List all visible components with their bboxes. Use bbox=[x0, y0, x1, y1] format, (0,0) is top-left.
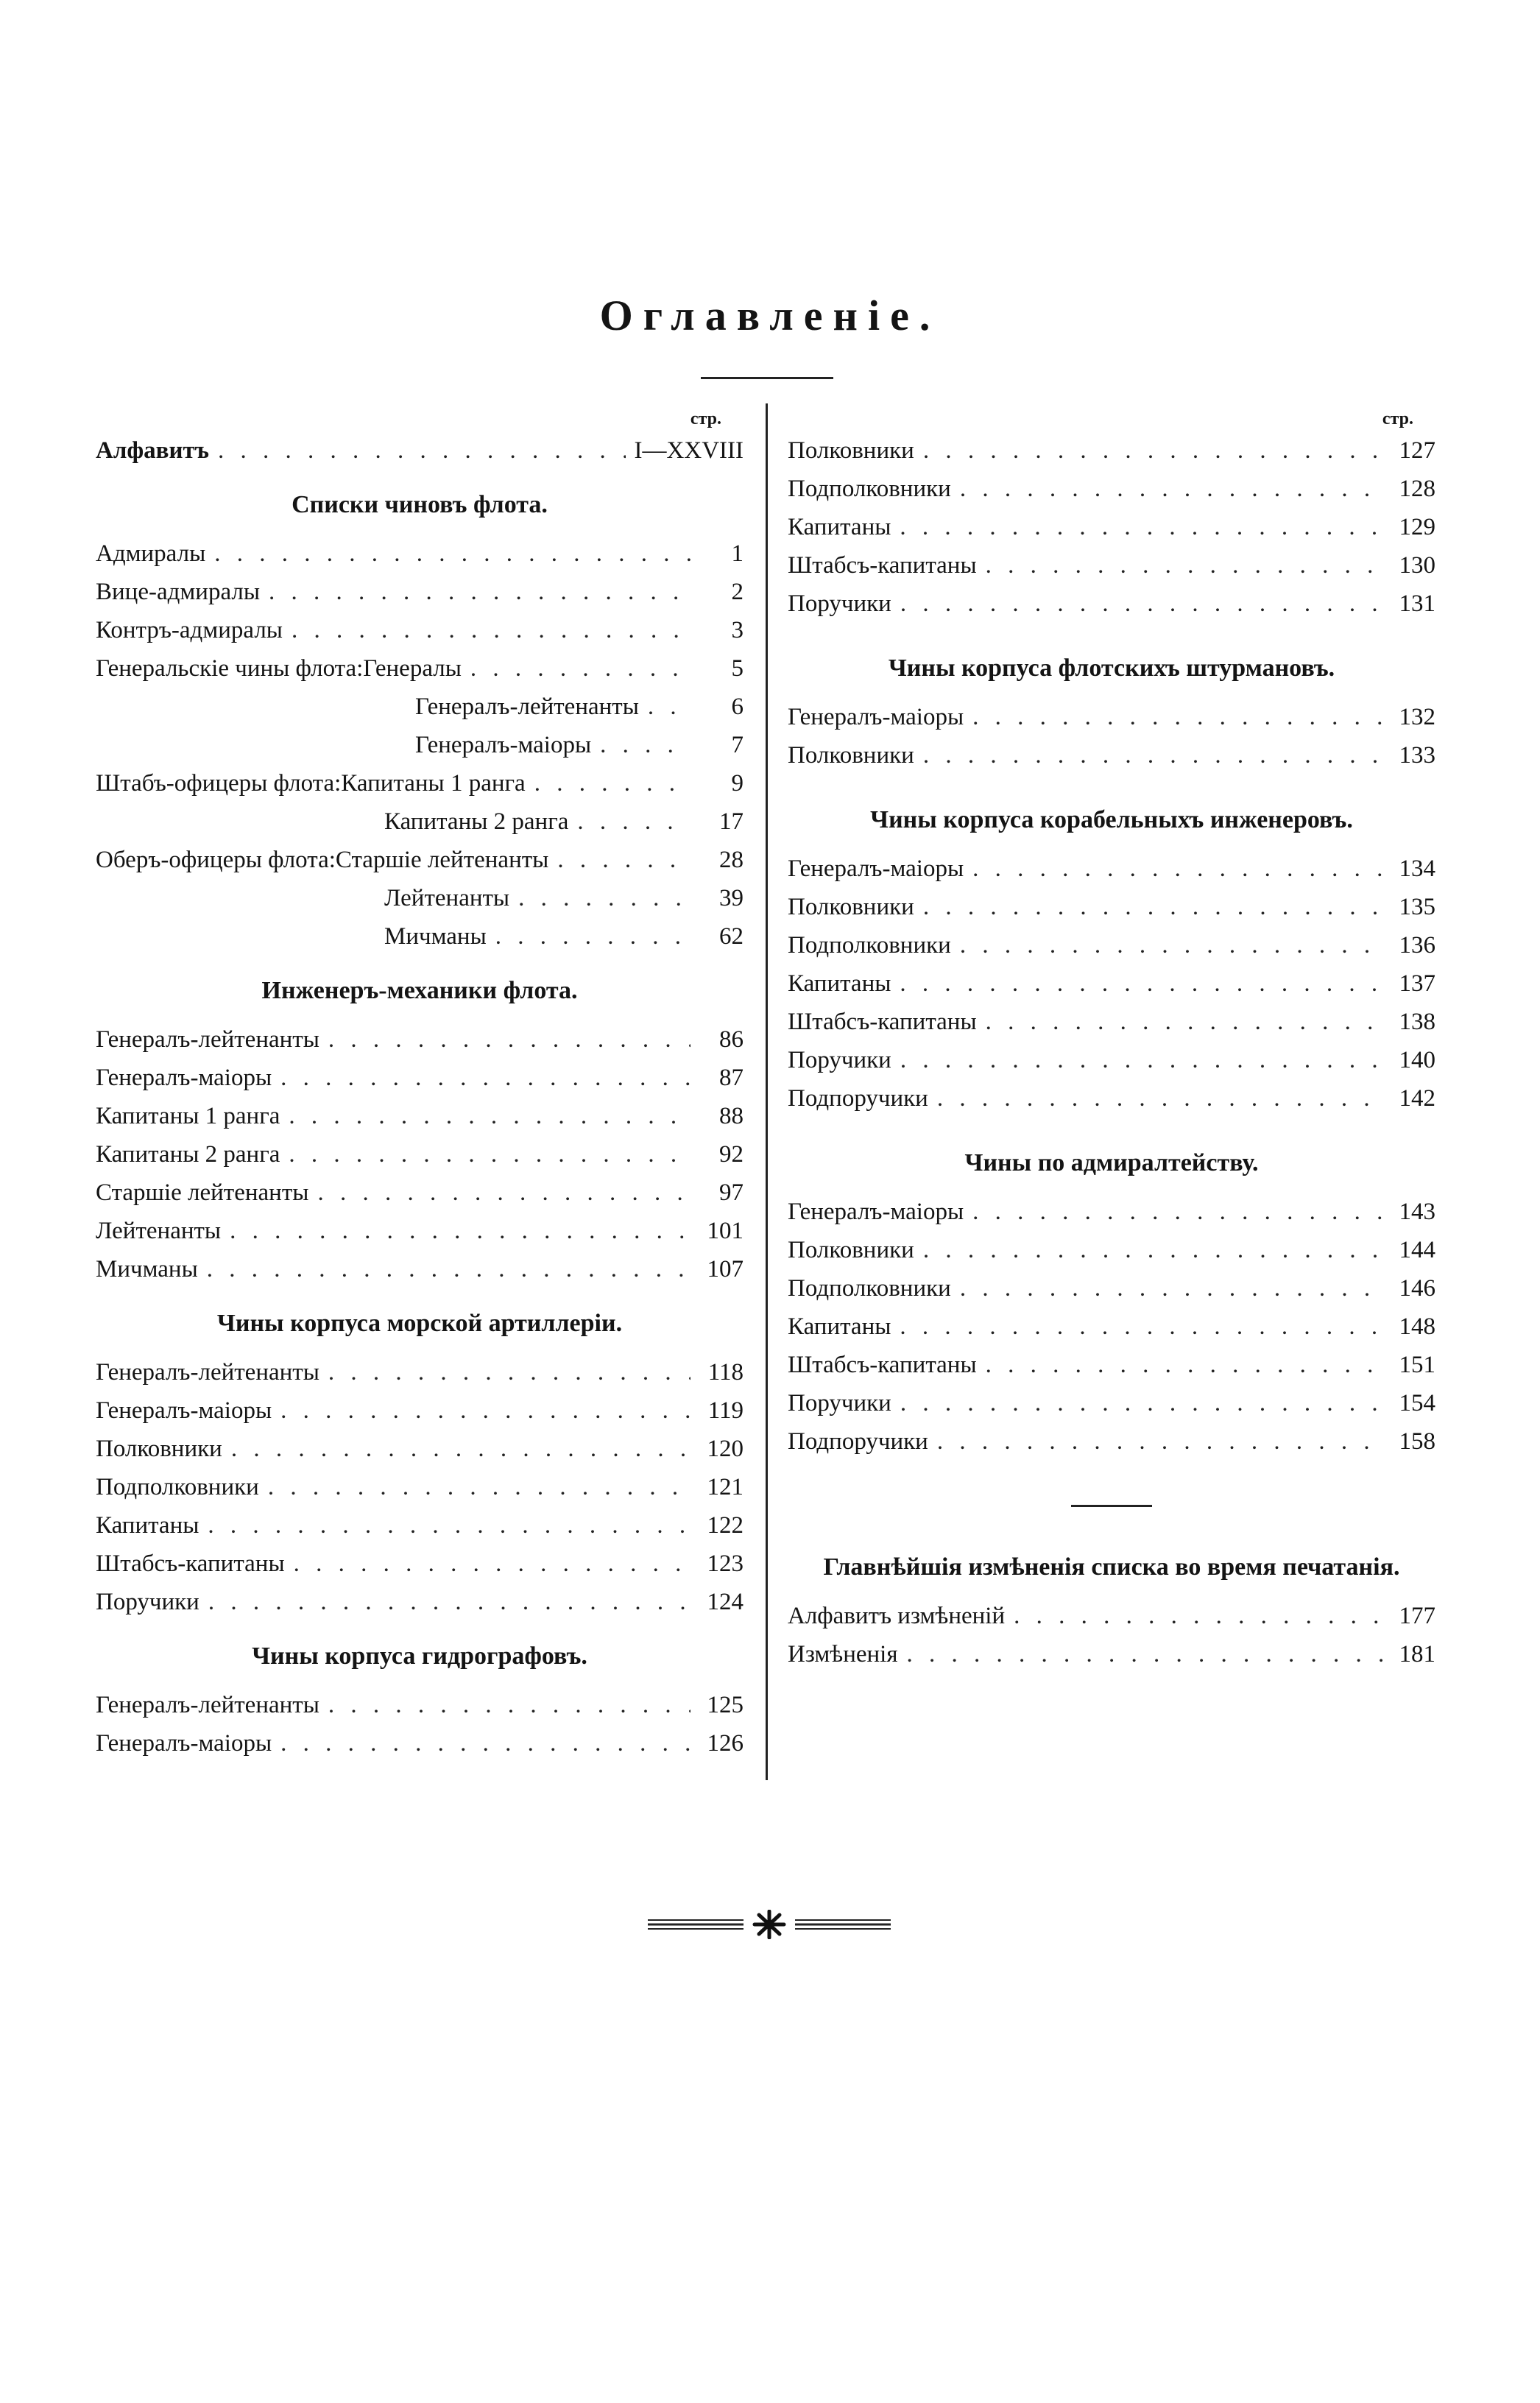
entry-label: Капитаны 1 ранга bbox=[96, 1103, 280, 1129]
leader-dots bbox=[937, 1079, 1382, 1118]
entry-label: Генералъ-маіоры bbox=[96, 1397, 272, 1424]
entry-label: Поручики bbox=[788, 1390, 891, 1416]
leader-dots bbox=[972, 698, 1382, 736]
entry-page: 124 bbox=[707, 1589, 743, 1615]
toc-row[interactable] bbox=[788, 585, 1435, 623]
entry-page: 118 bbox=[707, 1359, 743, 1386]
leader-dots bbox=[923, 888, 1382, 926]
entry-page: 17 bbox=[719, 808, 743, 835]
leader-dots bbox=[317, 1174, 690, 1212]
left-column bbox=[96, 406, 743, 1762]
entry-label: Генералы bbox=[363, 655, 462, 682]
entry-label: Лейтенанты bbox=[384, 885, 510, 911]
leader-dots bbox=[907, 1635, 1382, 1673]
entry-label: Адмиралы bbox=[96, 540, 206, 567]
entry-page: 127 bbox=[1399, 437, 1435, 464]
entry-label: Поручики bbox=[96, 1589, 199, 1615]
entry-page: 154 bbox=[1399, 1390, 1435, 1416]
leader-dots bbox=[600, 726, 690, 764]
page-column-label: стр. bbox=[1382, 409, 1413, 428]
section-heading: Списки чиновъ флота. bbox=[292, 491, 548, 518]
toc-row[interactable] bbox=[96, 1250, 743, 1288]
leader-dots bbox=[900, 1308, 1382, 1346]
entry-page: 138 bbox=[1399, 1009, 1435, 1035]
toc-row[interactable] bbox=[96, 1059, 743, 1097]
leader-dots bbox=[470, 649, 690, 688]
toc-row[interactable] bbox=[788, 1597, 1435, 1635]
entry-page: 39 bbox=[719, 885, 743, 911]
entry-page: 136 bbox=[1399, 932, 1435, 959]
leader-dots bbox=[960, 1269, 1382, 1308]
entry-prefix: Оберъ-офицеры флота: bbox=[96, 847, 336, 873]
entry-label: Контръ-адмиралы bbox=[96, 617, 283, 643]
entry-label: Поручики bbox=[788, 1047, 891, 1073]
toc-row[interactable] bbox=[788, 431, 1435, 470]
toc-row[interactable] bbox=[96, 1686, 743, 1724]
toc-row[interactable] bbox=[96, 1724, 743, 1762]
entry-prefix: Штабъ-офицеры флота: bbox=[96, 770, 342, 797]
entry-page: 135 bbox=[1399, 894, 1435, 920]
entry-label: Штабсъ-капитаны bbox=[788, 552, 977, 579]
leader-dots bbox=[289, 1097, 690, 1135]
toc-row[interactable] bbox=[788, 1041, 1435, 1079]
leader-dots bbox=[900, 508, 1382, 546]
toc-row[interactable] bbox=[788, 470, 1435, 508]
toc-row[interactable] bbox=[96, 1391, 743, 1430]
entry-page: 137 bbox=[1399, 970, 1435, 997]
entry-label: Вице-адмиралы bbox=[96, 579, 261, 605]
toc-row[interactable] bbox=[788, 1003, 1435, 1041]
entry-label: Лейтенанты bbox=[96, 1218, 222, 1244]
column-divider bbox=[766, 403, 768, 1780]
section-heading: Инженеръ-механики флота. bbox=[261, 977, 578, 1004]
entry-page: 131 bbox=[1399, 590, 1435, 617]
toc-row[interactable] bbox=[96, 802, 743, 841]
entry-label: Полковники bbox=[788, 437, 914, 464]
entry-page: 130 bbox=[1399, 552, 1435, 579]
entry-label: Капитаны bbox=[788, 1313, 891, 1340]
toc-row[interactable] bbox=[96, 649, 743, 688]
entry-page: 92 bbox=[719, 1141, 743, 1168]
entry-page: 133 bbox=[1399, 742, 1435, 769]
toc-row[interactable] bbox=[788, 1635, 1435, 1673]
entry-label: Генералъ-маіоры bbox=[788, 1199, 964, 1225]
leader-dots bbox=[214, 534, 690, 573]
leader-dots bbox=[280, 1059, 690, 1097]
leader-dots bbox=[960, 926, 1382, 964]
entry-page: 132 bbox=[1399, 704, 1435, 730]
entry-page: 2 bbox=[731, 579, 743, 605]
entry-page: 148 bbox=[1399, 1313, 1435, 1340]
toc-row[interactable] bbox=[96, 1020, 743, 1059]
toc-row-alphabet[interactable] bbox=[96, 431, 743, 470]
toc-row[interactable] bbox=[788, 1422, 1435, 1461]
toc-row[interactable] bbox=[788, 1231, 1435, 1269]
section-heading: Чины корпуса гидрографовъ. bbox=[252, 1642, 587, 1670]
entry-page: 142 bbox=[1399, 1085, 1435, 1112]
entry-label: Капитаны 1 ранга bbox=[341, 770, 526, 797]
toc-row[interactable] bbox=[96, 611, 743, 649]
toc-row[interactable] bbox=[788, 736, 1435, 774]
leader-dots bbox=[577, 802, 690, 841]
page-column-label: стр. bbox=[690, 409, 721, 428]
entry-label: Генералъ-лейтенанты bbox=[96, 1692, 319, 1718]
toc-row[interactable] bbox=[788, 508, 1435, 546]
section-heading: Чины корпуса корабельныхъ инженеровъ. bbox=[870, 806, 1353, 833]
toc-row[interactable] bbox=[788, 1079, 1435, 1118]
toc-row[interactable] bbox=[96, 764, 743, 802]
leader-dots bbox=[972, 850, 1382, 888]
entry-label: Подполковники bbox=[788, 932, 951, 959]
leader-dots bbox=[1014, 1597, 1382, 1635]
entry-label: Генералъ-лейтенанты bbox=[96, 1026, 319, 1053]
right-column bbox=[788, 406, 1435, 1673]
entry-label: Подполковники bbox=[788, 476, 951, 502]
toc-row[interactable] bbox=[96, 879, 743, 917]
toc-row[interactable] bbox=[788, 1384, 1435, 1422]
leader-dots bbox=[960, 470, 1382, 508]
title-rule bbox=[701, 377, 833, 379]
entry-label: Капитаны bbox=[788, 970, 891, 997]
entry-label: Генералъ-маіоры bbox=[96, 1065, 272, 1091]
leader-dots bbox=[328, 1020, 690, 1059]
leader-dots bbox=[292, 611, 690, 649]
entry-page: 28 bbox=[719, 847, 743, 873]
entry-page: 7 bbox=[731, 732, 743, 758]
toc-row[interactable] bbox=[96, 1430, 743, 1468]
leader-dots bbox=[972, 1193, 1382, 1231]
leader-dots bbox=[269, 573, 690, 611]
leader-dots bbox=[518, 879, 690, 917]
section-rule bbox=[1071, 1505, 1152, 1507]
entry-label: Капитаны bbox=[788, 514, 891, 540]
toc-row[interactable] bbox=[788, 546, 1435, 585]
leader-dots bbox=[218, 431, 626, 470]
leader-dots bbox=[280, 1724, 690, 1762]
entry-page: 146 bbox=[1399, 1275, 1435, 1302]
leader-dots bbox=[900, 1041, 1382, 1079]
entry-label: Генералъ-маіоры bbox=[415, 732, 592, 758]
leader-dots bbox=[986, 1346, 1382, 1384]
entry-label: Полковники bbox=[788, 1237, 914, 1263]
toc-row[interactable] bbox=[96, 688, 743, 726]
leader-dots bbox=[495, 917, 690, 956]
entry-label: Генералъ-лейтенанты bbox=[415, 694, 639, 720]
entry-page: 134 bbox=[1399, 855, 1435, 882]
leader-dots bbox=[900, 585, 1382, 623]
entry-page: 88 bbox=[719, 1103, 743, 1129]
section-heading: Чины корпуса флотскихъ штурмановъ. bbox=[888, 654, 1335, 682]
entry-page: 177 bbox=[1399, 1603, 1435, 1629]
toc-row[interactable] bbox=[96, 1583, 743, 1621]
leader-dots bbox=[289, 1135, 690, 1174]
entry-page: 129 bbox=[1399, 514, 1435, 540]
entry-page: 87 bbox=[719, 1065, 743, 1091]
leader-dots bbox=[900, 964, 1382, 1003]
entry-page: 3 bbox=[731, 617, 743, 643]
entry-page: 9 bbox=[731, 770, 743, 797]
toc-row[interactable] bbox=[96, 534, 743, 573]
entry-label: Алфавитъ bbox=[96, 437, 209, 464]
toc-row[interactable] bbox=[788, 850, 1435, 888]
ornament-icon bbox=[648, 1910, 891, 1939]
leader-dots bbox=[923, 736, 1382, 774]
entry-label: Штабсъ-капитаны bbox=[96, 1550, 285, 1577]
entry-page: 101 bbox=[707, 1218, 743, 1244]
leader-dots bbox=[280, 1391, 690, 1430]
entry-prefix: Генеральскіе чины флота: bbox=[96, 655, 364, 682]
leader-dots bbox=[208, 1506, 690, 1545]
entry-label: Измѣненія bbox=[788, 1641, 898, 1668]
entry-page: 181 bbox=[1399, 1641, 1435, 1668]
entry-label: Старшіе лейтенанты bbox=[96, 1179, 309, 1206]
entry-label: Генералъ-маіоры bbox=[96, 1730, 272, 1757]
entry-label: Генералъ-лейтенанты bbox=[96, 1359, 319, 1386]
leader-dots bbox=[268, 1468, 690, 1506]
leader-dots bbox=[534, 764, 690, 802]
entry-label: Капитаны 2 ранга bbox=[384, 808, 569, 835]
entry-page: 125 bbox=[707, 1692, 743, 1718]
leader-dots bbox=[923, 431, 1382, 470]
leader-dots bbox=[923, 1231, 1382, 1269]
entry-label: Штабсъ-капитаны bbox=[788, 1352, 977, 1378]
leader-dots bbox=[294, 1545, 690, 1583]
section-heading: Чины по адмиралтейству. bbox=[964, 1149, 1259, 1176]
entry-page: 140 bbox=[1399, 1047, 1435, 1073]
leader-dots bbox=[208, 1583, 690, 1621]
entry-label: Капитаны bbox=[96, 1512, 199, 1539]
toc-row[interactable] bbox=[96, 726, 743, 764]
entry-page: I—XXVIII bbox=[634, 437, 743, 464]
toc-row[interactable] bbox=[788, 1308, 1435, 1346]
entry-label: Мичманы bbox=[96, 1256, 198, 1282]
entry-page: 126 bbox=[707, 1730, 743, 1757]
section-heading: Чины корпуса морской артиллеріи. bbox=[216, 1310, 623, 1337]
entry-page: 120 bbox=[707, 1436, 743, 1462]
entry-label: Генералъ-маіоры bbox=[788, 855, 964, 882]
entry-label: Подпоручики bbox=[788, 1428, 928, 1455]
entry-label: Подполковники bbox=[788, 1275, 951, 1302]
entry-label: Генералъ-маіоры bbox=[788, 704, 964, 730]
leader-dots bbox=[986, 1003, 1382, 1041]
changes-heading: Главнѣйшія измѣненія списка во время печатанія. bbox=[823, 1553, 1400, 1581]
toc-row[interactable] bbox=[96, 1135, 743, 1174]
entry-page: 62 bbox=[719, 923, 743, 950]
entry-page: 122 bbox=[707, 1512, 743, 1539]
leader-dots bbox=[648, 688, 690, 726]
entry-page: 144 bbox=[1399, 1237, 1435, 1263]
entry-page: 97 bbox=[719, 1179, 743, 1206]
toc-row[interactable] bbox=[96, 1097, 743, 1135]
toc-row[interactable] bbox=[788, 926, 1435, 964]
entry-page: 123 bbox=[707, 1550, 743, 1577]
toc-row[interactable] bbox=[96, 1212, 743, 1250]
entry-page: 5 bbox=[731, 655, 743, 682]
toc-row[interactable] bbox=[788, 1193, 1435, 1231]
entry-label: Полковники bbox=[788, 742, 914, 769]
toc-row[interactable] bbox=[788, 1346, 1435, 1384]
toc-row[interactable] bbox=[788, 964, 1435, 1003]
toc-row[interactable] bbox=[788, 1269, 1435, 1308]
leader-dots bbox=[900, 1384, 1382, 1422]
leader-dots bbox=[328, 1686, 690, 1724]
leader-dots bbox=[231, 1430, 690, 1468]
entry-label: Поручики bbox=[788, 590, 891, 617]
entry-page: 128 bbox=[1399, 476, 1435, 502]
entry-label: Капитаны 2 ранга bbox=[96, 1141, 280, 1168]
entry-label: Полковники bbox=[96, 1436, 222, 1462]
page-title: Оглавленіе. bbox=[599, 292, 941, 339]
toc-row[interactable] bbox=[96, 841, 743, 879]
leader-dots bbox=[937, 1422, 1382, 1461]
leader-dots bbox=[328, 1353, 690, 1391]
entry-page: 1 bbox=[731, 540, 743, 567]
entry-page: 119 bbox=[707, 1397, 743, 1424]
entry-page: 107 bbox=[707, 1256, 743, 1282]
toc-row[interactable] bbox=[788, 888, 1435, 926]
entry-label: Мичманы bbox=[384, 923, 487, 950]
entry-page: 121 bbox=[707, 1474, 743, 1500]
entry-label: Подполковники bbox=[96, 1474, 259, 1500]
leader-dots bbox=[207, 1250, 690, 1288]
entry-label: Алфавитъ измѣненій bbox=[788, 1603, 1006, 1629]
leader-dots bbox=[986, 546, 1382, 585]
toc-row[interactable] bbox=[96, 1545, 743, 1583]
leader-dots bbox=[557, 841, 690, 879]
toc-row[interactable] bbox=[788, 698, 1435, 736]
leader-dots bbox=[230, 1212, 690, 1250]
entry-page: 151 bbox=[1399, 1352, 1435, 1378]
toc-row[interactable] bbox=[96, 573, 743, 611]
entry-page: 6 bbox=[731, 694, 743, 720]
entry-label: Полковники bbox=[788, 894, 914, 920]
entry-page: 143 bbox=[1399, 1199, 1435, 1225]
toc-row[interactable] bbox=[96, 1506, 743, 1545]
entry-page: 158 bbox=[1399, 1428, 1435, 1455]
toc-row[interactable] bbox=[96, 917, 743, 956]
entry-label: Старшіе лейтенанты bbox=[335, 847, 549, 873]
entry-label: Штабсъ-капитаны bbox=[788, 1009, 977, 1035]
toc-row[interactable] bbox=[96, 1468, 743, 1506]
toc-row[interactable] bbox=[96, 1174, 743, 1212]
toc-row[interactable] bbox=[96, 1353, 743, 1391]
entry-label: Подпоручики bbox=[788, 1085, 928, 1112]
entry-page: 86 bbox=[719, 1026, 743, 1053]
